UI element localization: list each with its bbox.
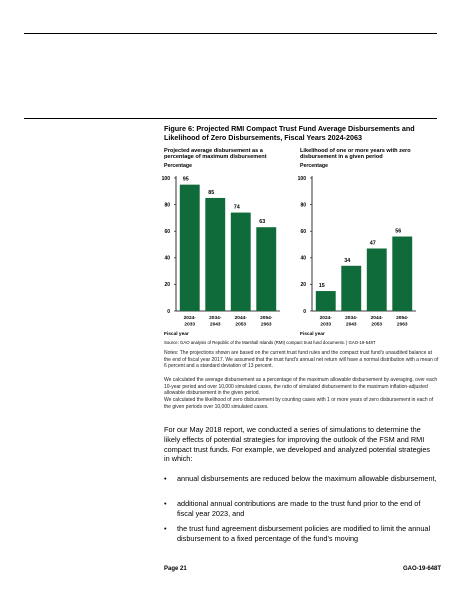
- y-tick-label: 0: [303, 308, 306, 315]
- page-number: Page 21: [164, 566, 187, 572]
- category-label: 2063: [396, 322, 408, 328]
- bar-value-label: 63: [259, 219, 266, 226]
- category-label: 2024-: [183, 316, 196, 321]
- category-label: 2044-: [370, 316, 383, 321]
- bullet-symbol: •: [164, 524, 167, 533]
- bar: [256, 227, 276, 311]
- category-label: 2044-: [234, 316, 247, 321]
- right-chart-title: Likelihood of one or more years with zero disbursement in a given period: [300, 148, 411, 161]
- category-label: 2053: [371, 322, 383, 328]
- figure-title: Figure 6: Projected RMI Compact Trust Fund Average Disbursements and Likelihood of Zero Disbursements, Fiscal Years 2024-2063: [164, 124, 415, 142]
- bullet-text: the trust fund agreement disbursement policies are modified to limit the annual disbursement to a fixed percentage of the fund's moving: [177, 524, 431, 543]
- bar: [341, 266, 361, 311]
- bar-value-label: 47: [369, 240, 376, 247]
- bullet-text: annual disbursements are reduced below the maximum allowable disbursement,: [177, 474, 437, 483]
- note-3: We calculated the likelihood of zero disbursement by counting cases with 1 or more years of zero disbursement in each of the given periods over 10,000 simulated cases.: [164, 397, 434, 410]
- y-tick-label: 40: [164, 255, 170, 262]
- y-tick-label: 0: [167, 308, 170, 315]
- right-bar-chart: [296, 170, 436, 340]
- category-label: 2043: [345, 322, 357, 328]
- bar: [231, 213, 251, 311]
- note-1: Notes: The projections shown are based on the current trust fund rules and the compact trust fund's unaudited balance at the end of fiscal year 2017. We assumed that the trust fund's annual net return will have a normal distribution with a mean of 6 percent and a standard deviation of 13 percent.: [164, 350, 439, 370]
- x-axis-label: Fiscal year: [164, 332, 189, 337]
- body-paragraph: For our May 2018 report, we conducted a series of simulations to determine the likely effects of potential strategies for improving the outlook of the FSM and RMI compact trust funds. For example, we developed and analyzed potential strategies in which:: [164, 425, 431, 464]
- bar-value-label: 15: [318, 283, 325, 290]
- category-label: 2034-: [209, 316, 222, 321]
- report-number: GAO-19-648T: [402, 566, 441, 572]
- y-tick-label: 100: [297, 175, 306, 182]
- figure-top-rule: [24, 118, 437, 119]
- category-label: 2053: [235, 322, 247, 328]
- y-tick-label: 20: [164, 282, 170, 289]
- category-label: 2024-: [319, 316, 332, 321]
- category-label: 2063: [260, 322, 272, 328]
- bullet-text: additional annual contributions are made to the trust fund prior to the end of fiscal year 2023, and: [177, 499, 421, 518]
- bullet-symbol: •: [164, 474, 167, 483]
- category-label: 2054-: [396, 316, 409, 321]
- category-label: 2033: [320, 322, 332, 328]
- bar: [367, 248, 387, 311]
- category-label: 2033: [184, 322, 196, 328]
- left-chart-title: Projected average disbursement as a percentage of maximum disbursement: [164, 148, 267, 161]
- x-axis-label: Fiscal year: [300, 332, 325, 337]
- left-bar-chart: [160, 170, 300, 340]
- note-2: We calculated the average disbursement as a percentage of the maximum allowable disbursement by averaging, over each 10-year period and over 10,000 simulated cases, the ratio of simulated disbursement to the maximum inflation-adjusted allowable disbursement in the given period.: [164, 377, 438, 397]
- bar-value-label: 95: [182, 176, 189, 183]
- bar-value-label: 85: [208, 189, 215, 196]
- category-label: 2043: [209, 322, 221, 328]
- bar: [180, 185, 200, 311]
- bar: [316, 291, 336, 311]
- right-chart-ylabel: Percentage: [300, 163, 328, 169]
- y-tick-label: 20: [300, 282, 306, 289]
- y-tick-label: 60: [300, 229, 306, 235]
- bar: [205, 198, 225, 311]
- y-tick-label: 80: [164, 202, 170, 209]
- y-tick-label: 40: [300, 255, 306, 262]
- category-label: 2054-: [260, 316, 273, 321]
- bar-value-label: 56: [395, 228, 402, 235]
- bar-value-label: 74: [233, 204, 240, 211]
- figure-source: Source: GAO analysis of Republic of the Marshall Islands (RMI) compact trust fund documents. | GAO-19-648T: [164, 340, 376, 345]
- left-chart-ylabel: Percentage: [164, 163, 192, 169]
- y-tick-label: 100: [161, 175, 170, 182]
- bar: [392, 237, 412, 311]
- top-rule: [24, 33, 437, 34]
- y-tick-label: 80: [300, 202, 306, 209]
- category-label: 2034-: [345, 316, 358, 321]
- y-tick-label: 60: [164, 229, 170, 235]
- bullet-symbol: •: [164, 499, 167, 508]
- bar-value-label: 34: [344, 257, 351, 264]
